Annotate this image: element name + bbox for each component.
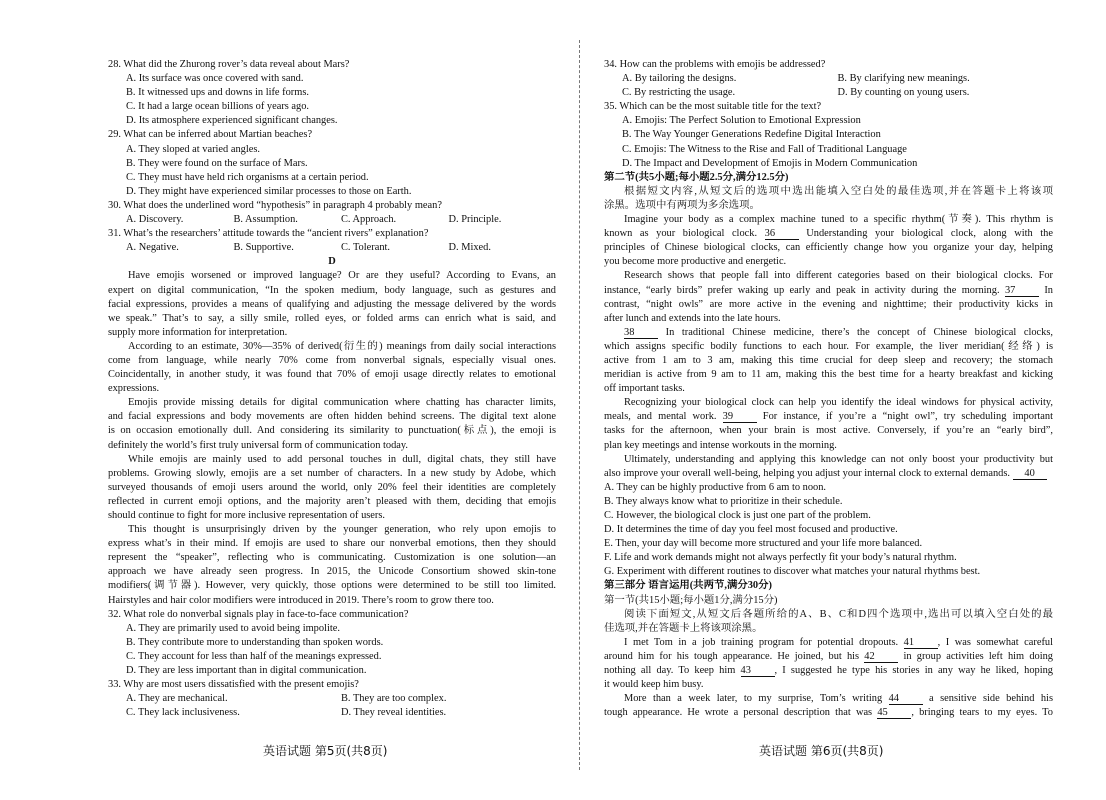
- answer-option: B. It witnessed ups and downs in life forms.: [126, 87, 309, 99]
- paragraph-line: and facial expressions and body movements are often hidden behind screens. The digital text alone: [108, 411, 556, 423]
- answer-option: D. They are less important than in digital communication.: [126, 665, 367, 677]
- paragraph-line: instance, “early birds” prefer waking up early and peak in activity during the morning. 37 In: [604, 284, 1053, 296]
- paragraph-line: we speak.” That’s to say, a silly smile, rolled eyes, or folded arms can enrich what is said, and: [108, 312, 556, 324]
- paragraph-line: expressions.: [108, 383, 160, 395]
- answer-blank-42: 42: [864, 651, 898, 663]
- answer-option: A. They sloped at varied angles.: [126, 143, 260, 155]
- answer-option: B. They were found on the surface of Mars.: [126, 157, 308, 169]
- answer-option: D. Mixed.: [448, 242, 491, 254]
- paragraph-line: also improve your overall well-being, helping you adjust your internal clock to external demands. 40: [604, 467, 1053, 481]
- paragraph-line: you become more productive and energetic.: [604, 256, 787, 268]
- paragraph-line: Hairstyles and hair color modifiers were introduced in 2019. There’s room to grow there too.: [108, 594, 494, 606]
- answer-option: C. Tolerant.: [341, 242, 391, 254]
- paragraph-first-line: Research shows that people fall into different categories based on their biological clocks. For: [624, 270, 1053, 282]
- question-line: 28. What did the Zhurong rover’s data reveal about Mars?: [108, 59, 350, 70]
- answer-option: A. Discovery.: [126, 214, 184, 226]
- paragraph-first-line: 阅读下面短文,从短文后各题所给的A、B、C和D四个选项中,选出可以填入空白处的最: [624, 608, 1053, 620]
- answer-blank-44: 44: [889, 693, 923, 705]
- answer-option: A. By tailoring the designs.: [622, 73, 737, 85]
- paragraph-line: expert on digital communication, “In the spoken medium, body language, such as gestures and: [108, 284, 556, 296]
- paragraph-line: express what’s in their mind. If emojis are used to share our nonverbal emotions, then they should: [108, 538, 556, 550]
- section-heading: 第三部分 语言运用(共两节,满分30分): [604, 580, 772, 592]
- paragraph-line: 涂黑。选项中有两项为多余选项。: [604, 199, 760, 211]
- paragraph-first-line: 根据短文内容,从短文后的选项中选出能填入空白处的最佳选项,并在答题卡上将该项: [624, 185, 1053, 197]
- question-line: 35. Which can be the most suitable title for the text?: [604, 101, 822, 113]
- question-line: 30. What does the underlined word “hypothesis” in paragraph 4 probably mean?: [108, 199, 442, 211]
- footer-left: 英语试题 第5页(共8页): [263, 744, 388, 758]
- footer-right: 英语试题 第6页(共8页): [759, 744, 884, 758]
- paragraph-line: known as your biological clock. 36 Understanding your biological clock, along with the: [604, 228, 1053, 240]
- paragraph-first-line: I met Tom in a job training program for potential dropouts. 41 , I was somewhat careful: [624, 636, 1053, 648]
- answer-option: C. They lack inclusiveness.: [126, 707, 240, 719]
- answer-blank-40: 40: [1013, 468, 1047, 480]
- answer-blank-43: 43: [741, 665, 775, 677]
- answer-option: D. By counting on young users.: [837, 87, 970, 99]
- answer-blank-37: 37: [1005, 285, 1039, 297]
- question-line: 31. What’s the researchers’ attitude towards the “ancient rivers” explanation?: [108, 228, 429, 240]
- answer-blank-45: 45: [877, 707, 911, 719]
- answer-option: C. They must have held rich organisms at a certain period.: [126, 171, 369, 183]
- answer-option: C. They account for less than half of the meanings expressed.: [126, 650, 382, 662]
- answer-option: B. Supportive.: [233, 242, 294, 254]
- paragraph-line: after lunch and extends into the late hours.: [604, 312, 781, 324]
- answer-option: D. Principle.: [448, 214, 502, 226]
- paragraph-line: Coincidentally, in another study, it was found that 70% of emoji usage directly relates to emotional: [108, 369, 556, 381]
- paragraph-line: tasks for the afternoon, when your brain is most active. Conversely, if you’re an “early bird”,: [604, 425, 1053, 437]
- answer-option: A. Its surface was once covered with sand.: [126, 73, 304, 85]
- paragraph-line: E. Then, your day will become more structured and your life more balanced.: [604, 538, 923, 550]
- answer-option: D. They reveal identities.: [341, 707, 447, 719]
- paragraph-first-line: While emojis are mainly used to add personal touches in dull, digital chats, they still have: [128, 453, 556, 465]
- paragraph-line: off important tasks.: [604, 383, 685, 395]
- paragraph-first-line: Recognizing your biological clock can help you identify the ideal windows for physical activity,: [624, 397, 1053, 409]
- paragraph-line: tough appearance. He wrote a personal description that was 45 , bringing tears to my eyes. To: [604, 707, 1053, 719]
- paragraph-line: problems. Growing slowly, emojis are a set number of characters. In a new study by Adobe, which: [108, 467, 556, 479]
- paragraph-line: F. Life and work demands might not always perfectly fit your body’s natural rhythm.: [604, 552, 957, 564]
- answer-options-row: [108, 706, 556, 720]
- paragraph-line: A. They can be highly productive from 6 am to noon.: [604, 481, 827, 493]
- passage-title: D: [328, 256, 336, 268]
- paragraph-line: nothing all day. To keep him 43 , I suggested he type his stories in any way he liked, hoping: [604, 665, 1053, 677]
- paragraph-line: around him for his tough appearance. He joined, but his 42 in group activities left him doing: [604, 650, 1053, 662]
- answer-option: B. The Way Younger Generations Redefine Digital Interaction: [622, 129, 881, 141]
- paragraph-line: 第一节(共15小题;每小题1分,满分15分): [604, 594, 778, 606]
- answer-option: C. It had a large ocean billions of years ago.: [126, 101, 310, 113]
- paragraph-first-line: Ultimately, understanding and applying this knowledge can not only boost your productivity but: [624, 453, 1053, 465]
- paragraph-line: contrast, “night owls” are more active in the evening and nighttime; their productivity kicks in: [604, 298, 1053, 310]
- paragraph-line: D. It determines the time of day you feel most focused and productive.: [604, 524, 898, 536]
- answer-option: A. Negative.: [126, 242, 179, 254]
- answer-blank-36: 36: [765, 228, 799, 240]
- paragraph-line: definitely the world’s first truly universal form of communication today.: [108, 439, 409, 451]
- paragraph-first-line: More than a week later, to my surprise, Tom’s writing 44 a sensitive side behind his: [624, 693, 1053, 705]
- paragraph-line: facial expressions, provides a means of qualifying and adjusting the message delivered by the words: [108, 298, 556, 310]
- answer-blank-39: 39: [723, 411, 757, 423]
- answer-option: A. Emojis: The Perfect Solution to Emotional Expression: [622, 115, 861, 127]
- paragraph-first-line: 38 In traditional Chinese medicine, there’s the concept of Chinese biological clocks,: [624, 326, 1053, 338]
- answer-option: D. The Impact and Development of Emojis in Modern Communication: [622, 157, 918, 169]
- left-page-column: [108, 58, 556, 720]
- paragraph-first-line: This thought is unsurprisingly driven by the younger generation, who rely upon emojis to: [128, 524, 556, 536]
- paragraph-line: active from 1 am to 3 am, making this time crucial for deep sleep and recovery; the stomach: [604, 354, 1053, 366]
- answer-option: C. Approach.: [341, 214, 397, 226]
- section-heading: 第二节(共5小题;每小题2.5分,满分12.5分): [604, 171, 789, 183]
- right-page-column: [604, 58, 1053, 720]
- paragraph-line: supply more information for interpretation.: [108, 326, 288, 338]
- paragraph-line: plan key meetings and intense workouts in the morning.: [604, 439, 837, 451]
- answer-option: B. By clarifying new meanings.: [837, 73, 970, 85]
- paragraph-line: it would keep him busy.: [604, 679, 704, 691]
- paragraph-line: surveyed thousands of emoji users around the world, only 20% feel their identities are completely: [108, 481, 556, 493]
- paragraph-line: B. They always know what to prioritize in their schedule.: [604, 495, 843, 507]
- answer-option: A. They are primarily used to avoid being impolite.: [126, 622, 340, 634]
- answer-option: D. They might have experienced similar processes to those on Earth.: [126, 185, 412, 197]
- answer-options-row: [604, 72, 1053, 86]
- paragraph-line: approach we have already seen progress. In 2015, the Unicode Consortium showed skin-tone: [108, 566, 556, 578]
- paragraph-line: 佳选项,并在答题卡上将该项涂黑。: [604, 622, 763, 634]
- question-line: 33. Why are most users dissatisfied with the present emojis?: [108, 679, 359, 691]
- paragraph-line: come from language, while nearly 70% come from nonverbal signals, especially visual ones.: [108, 354, 556, 366]
- paragraph-line: C. However, the biological clock is just one part of the problem.: [604, 510, 871, 521]
- answer-blank-41: 41: [904, 637, 938, 649]
- paragraph-line: represent the “speaker”, reflecting who is communicating. Customization is one solution—an: [108, 552, 556, 564]
- paragraph-line: meals, and mental work. 39 For instance, if you’re a “night owl”, try scheduling important: [604, 411, 1053, 423]
- paragraph-first-line: Have emojis worsened or improved language? Or are they useful? According to Evans, an: [128, 270, 556, 282]
- question-line: 29. What can be inferred about Martian beaches?: [108, 129, 313, 141]
- answer-option: B. They are too complex.: [341, 693, 447, 705]
- paragraph-first-line: Imagine your body as a complex machine tuned to a specific rhythm(节奏). This rhythm is: [624, 214, 1053, 226]
- paragraph-line: G. Experiment with different routines to discover what matches your natural rhythms best.: [604, 566, 981, 578]
- answer-options-row: [108, 241, 556, 255]
- answer-option: B. Assumption.: [233, 214, 298, 226]
- answer-blank-38: 38: [624, 327, 658, 339]
- answer-option: D. Its atmosphere experienced significant changes.: [126, 115, 338, 127]
- paragraph-line: reflected in current emoji options, and the majority aren’t pleased with them, deciding that emojis: [108, 495, 556, 507]
- answer-option: A. They are mechanical.: [126, 693, 228, 705]
- paragraph-line: which assigns specific bodily functions to each hour. For example, the liver meridian(经络) is: [604, 340, 1053, 352]
- answer-options-row: [108, 692, 556, 706]
- answer-option: C. By restricting the usage.: [622, 87, 736, 99]
- paragraph-line: is on occasion emotionally dull. And considering its similarity to punctuation(标点), the emoji is: [108, 425, 556, 437]
- question-line: 34. How can the problems with emojis be addressed?: [604, 59, 826, 70]
- paragraph-line: principles of Chinese biological clocks, can efficiently change how you organize your day, helping: [604, 242, 1053, 254]
- paragraph-first-line: According to an estimate, 30%—35% of derived(衍生的) meanings from daily social interactions: [128, 340, 556, 352]
- answer-option: B. They contribute more to understanding than spoken words.: [126, 636, 384, 648]
- answer-options-row: [108, 213, 556, 227]
- answer-option: C. Emojis: The Witness to the Rise and Fall of Traditional Language: [622, 143, 907, 155]
- question-line: 32. What role do nonverbal signals play in face-to-face communication?: [108, 608, 409, 620]
- page-divider: [579, 40, 580, 770]
- paragraph-first-line: Emojis provide missing details for digital communication where chatting has character limits,: [128, 397, 556, 409]
- answer-options-row: [604, 86, 1053, 100]
- paragraph-line: meridian is active from 9 am to 11 am, making this the best time for a hearty breakfast and kicking: [604, 369, 1053, 381]
- paragraph-line: should continue to fight for more inclusive representation of users.: [108, 510, 386, 521]
- paragraph-line: modifiers(调节器). However, very quickly, those options were determined to be still too limited.: [108, 580, 556, 592]
